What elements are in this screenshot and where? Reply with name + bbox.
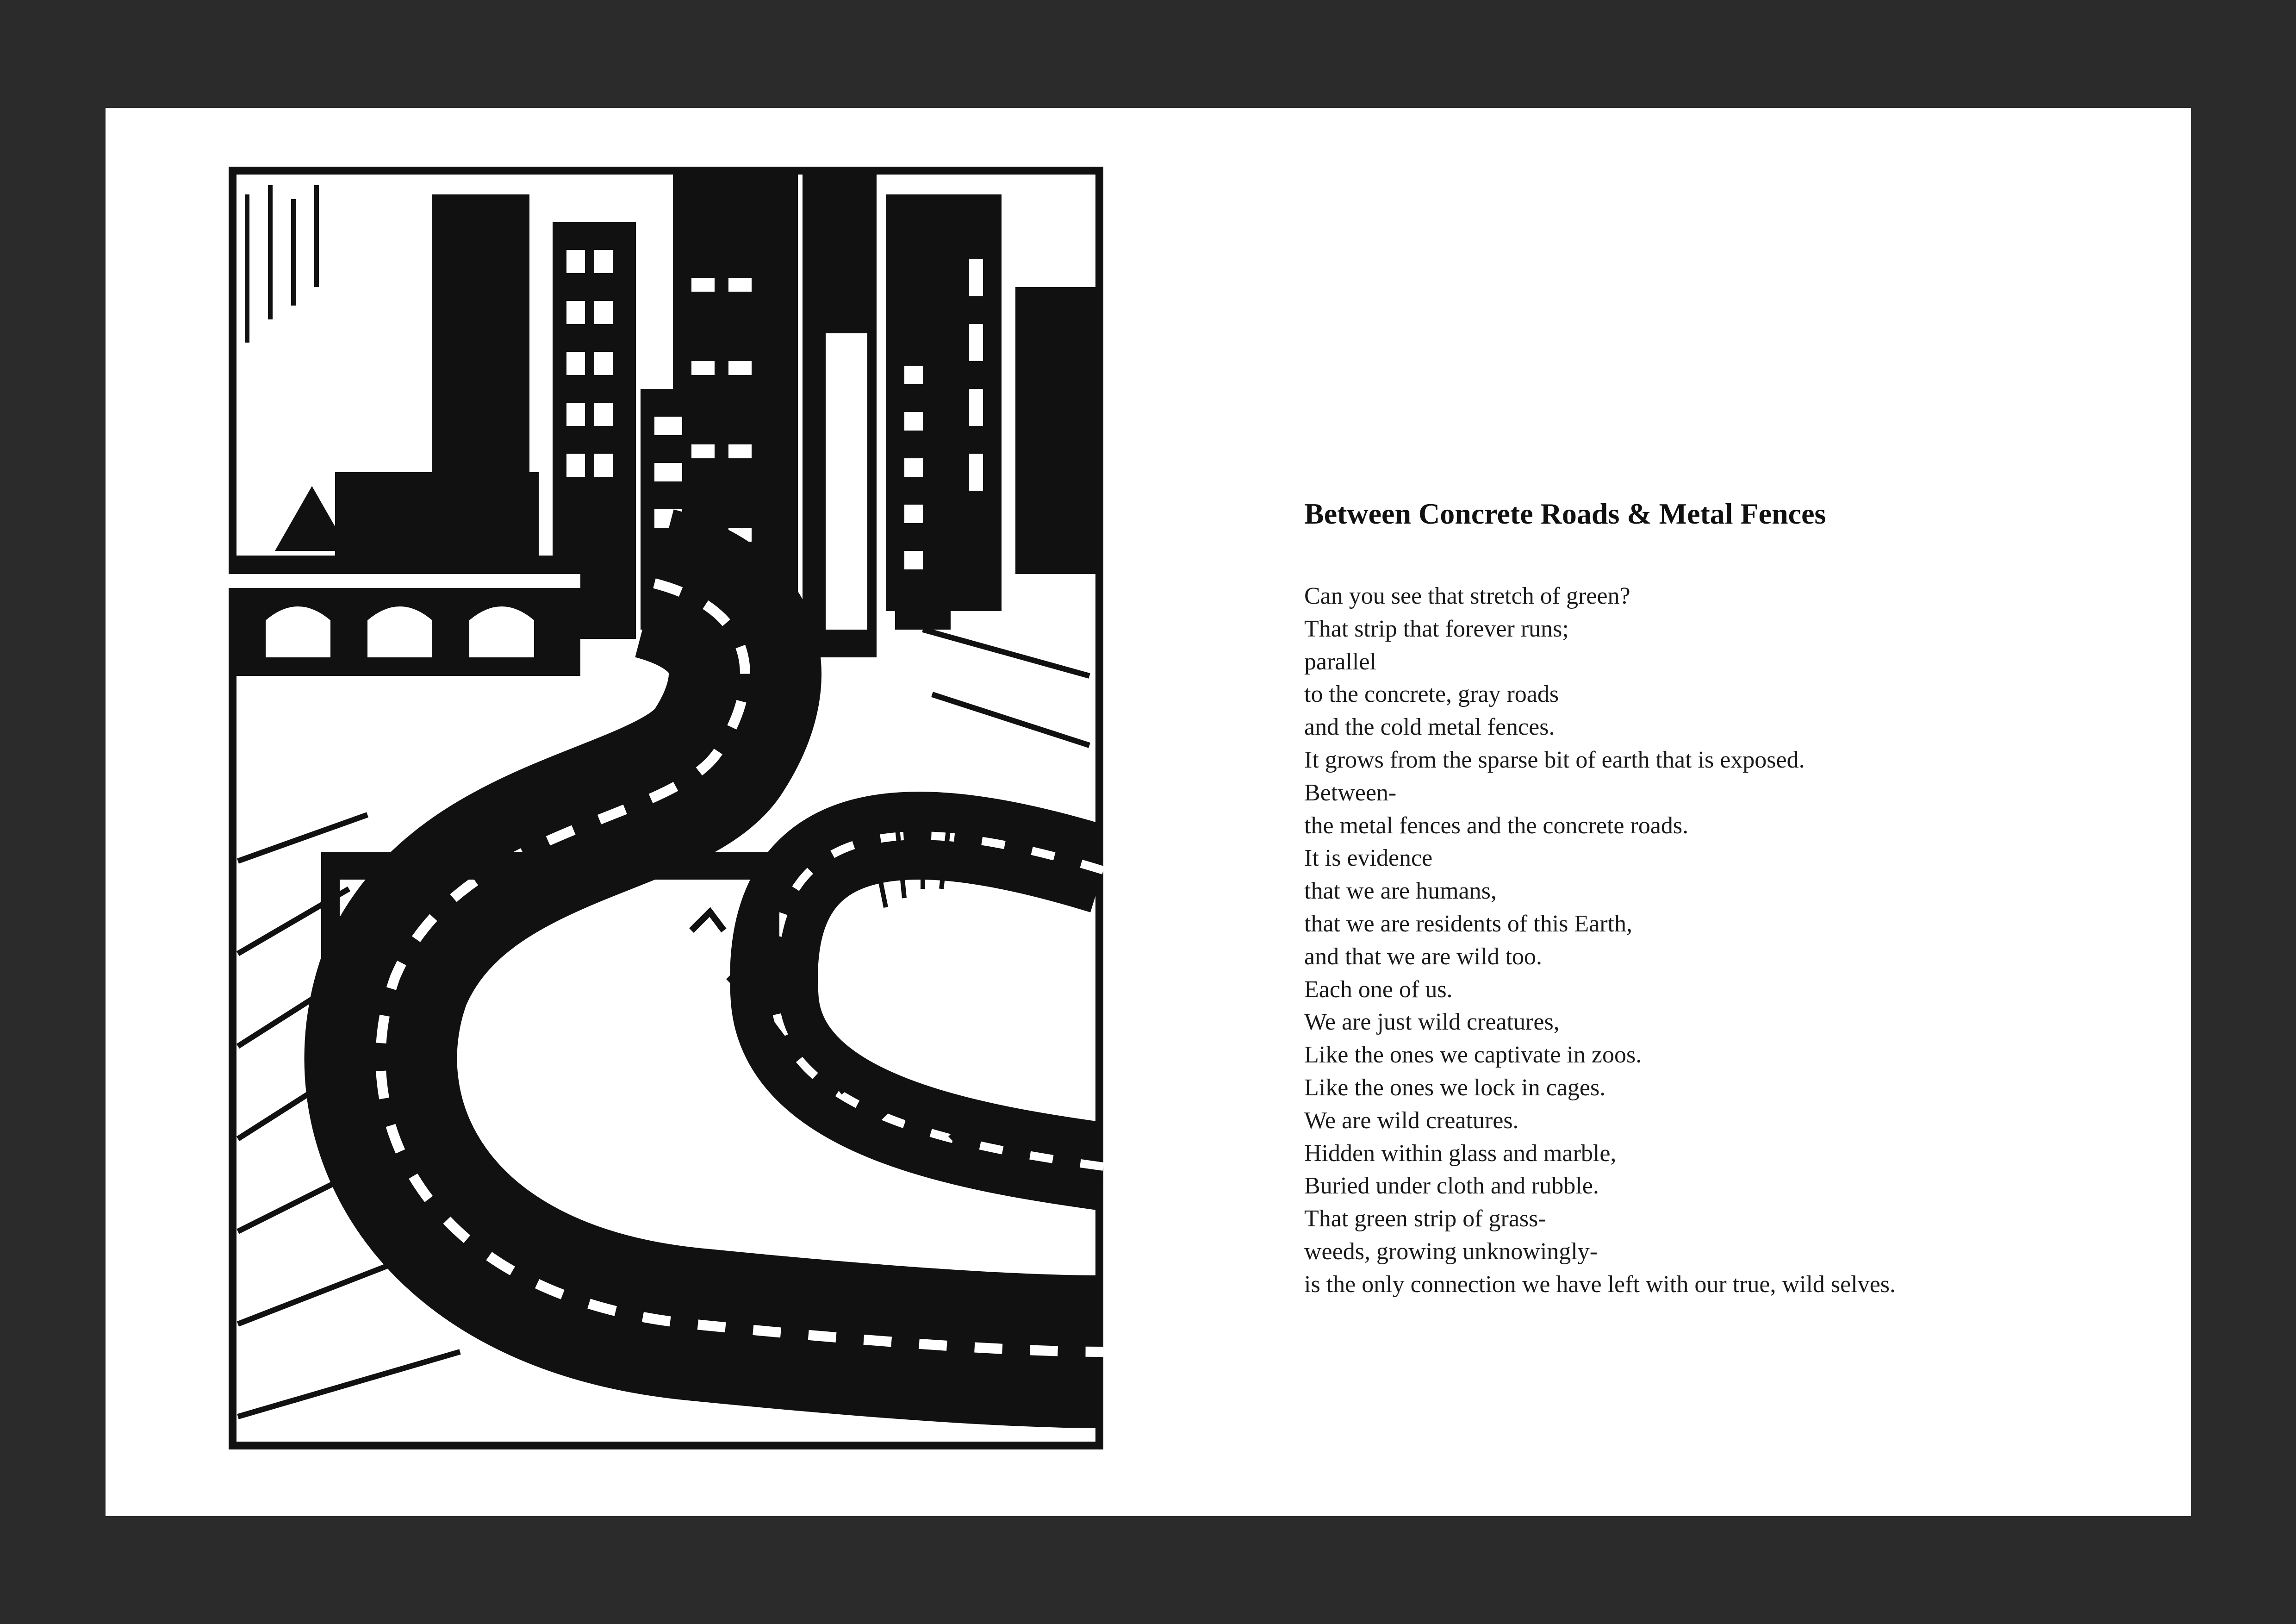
poem-line: Between- bbox=[1304, 779, 1397, 806]
poem-line: Each one of us. bbox=[1304, 976, 1453, 1003]
poem-line: We are just wild creatures, bbox=[1304, 1009, 1560, 1036]
poem-line: It grows from the sparse bit of earth that is exposed. bbox=[1304, 746, 1805, 773]
linocut-print bbox=[229, 167, 1103, 1449]
poem-line: is the only connection we have left with our true, wild selves. bbox=[1304, 1271, 1896, 1298]
poem-line: and that we are wild too. bbox=[1304, 943, 1543, 970]
poem-line: that we are humans, bbox=[1304, 878, 1497, 905]
poem-line: Hidden within glass and marble, bbox=[1304, 1140, 1617, 1167]
poem-line: weeds, growing unknowingly- bbox=[1304, 1238, 1598, 1265]
poem-line: parallel bbox=[1304, 648, 1376, 675]
poem-title: Between Concrete Roads & Metal Fences bbox=[1304, 497, 1826, 530]
poem-line: Like the ones we lock in cages. bbox=[1304, 1074, 1606, 1101]
poem-line: Like the ones we captivate in zoos. bbox=[1304, 1042, 1642, 1068]
page-sheet bbox=[106, 108, 2191, 1516]
poem-line: That strip that forever runs; bbox=[1304, 615, 1569, 642]
poem-line: that we are residents of this Earth, bbox=[1304, 910, 1632, 937]
poem-line: Buried under cloth and rubble. bbox=[1304, 1173, 1599, 1199]
poem-line: and the cold metal fences. bbox=[1304, 714, 1555, 741]
poem-line: We are wild creatures. bbox=[1304, 1107, 1519, 1134]
poem-line: Can you see that stretch of green? bbox=[1304, 583, 1630, 609]
poem-line: to the concrete, gray roads bbox=[1304, 681, 1559, 708]
poem-line: the metal fences and the concrete roads. bbox=[1304, 812, 1689, 839]
poem-line: It is evidence bbox=[1304, 845, 1433, 872]
poem-body bbox=[1304, 580, 1896, 1301]
poem-line: That green strip of grass- bbox=[1304, 1206, 1546, 1232]
linocut-city-highway-icon bbox=[229, 167, 1103, 1449]
